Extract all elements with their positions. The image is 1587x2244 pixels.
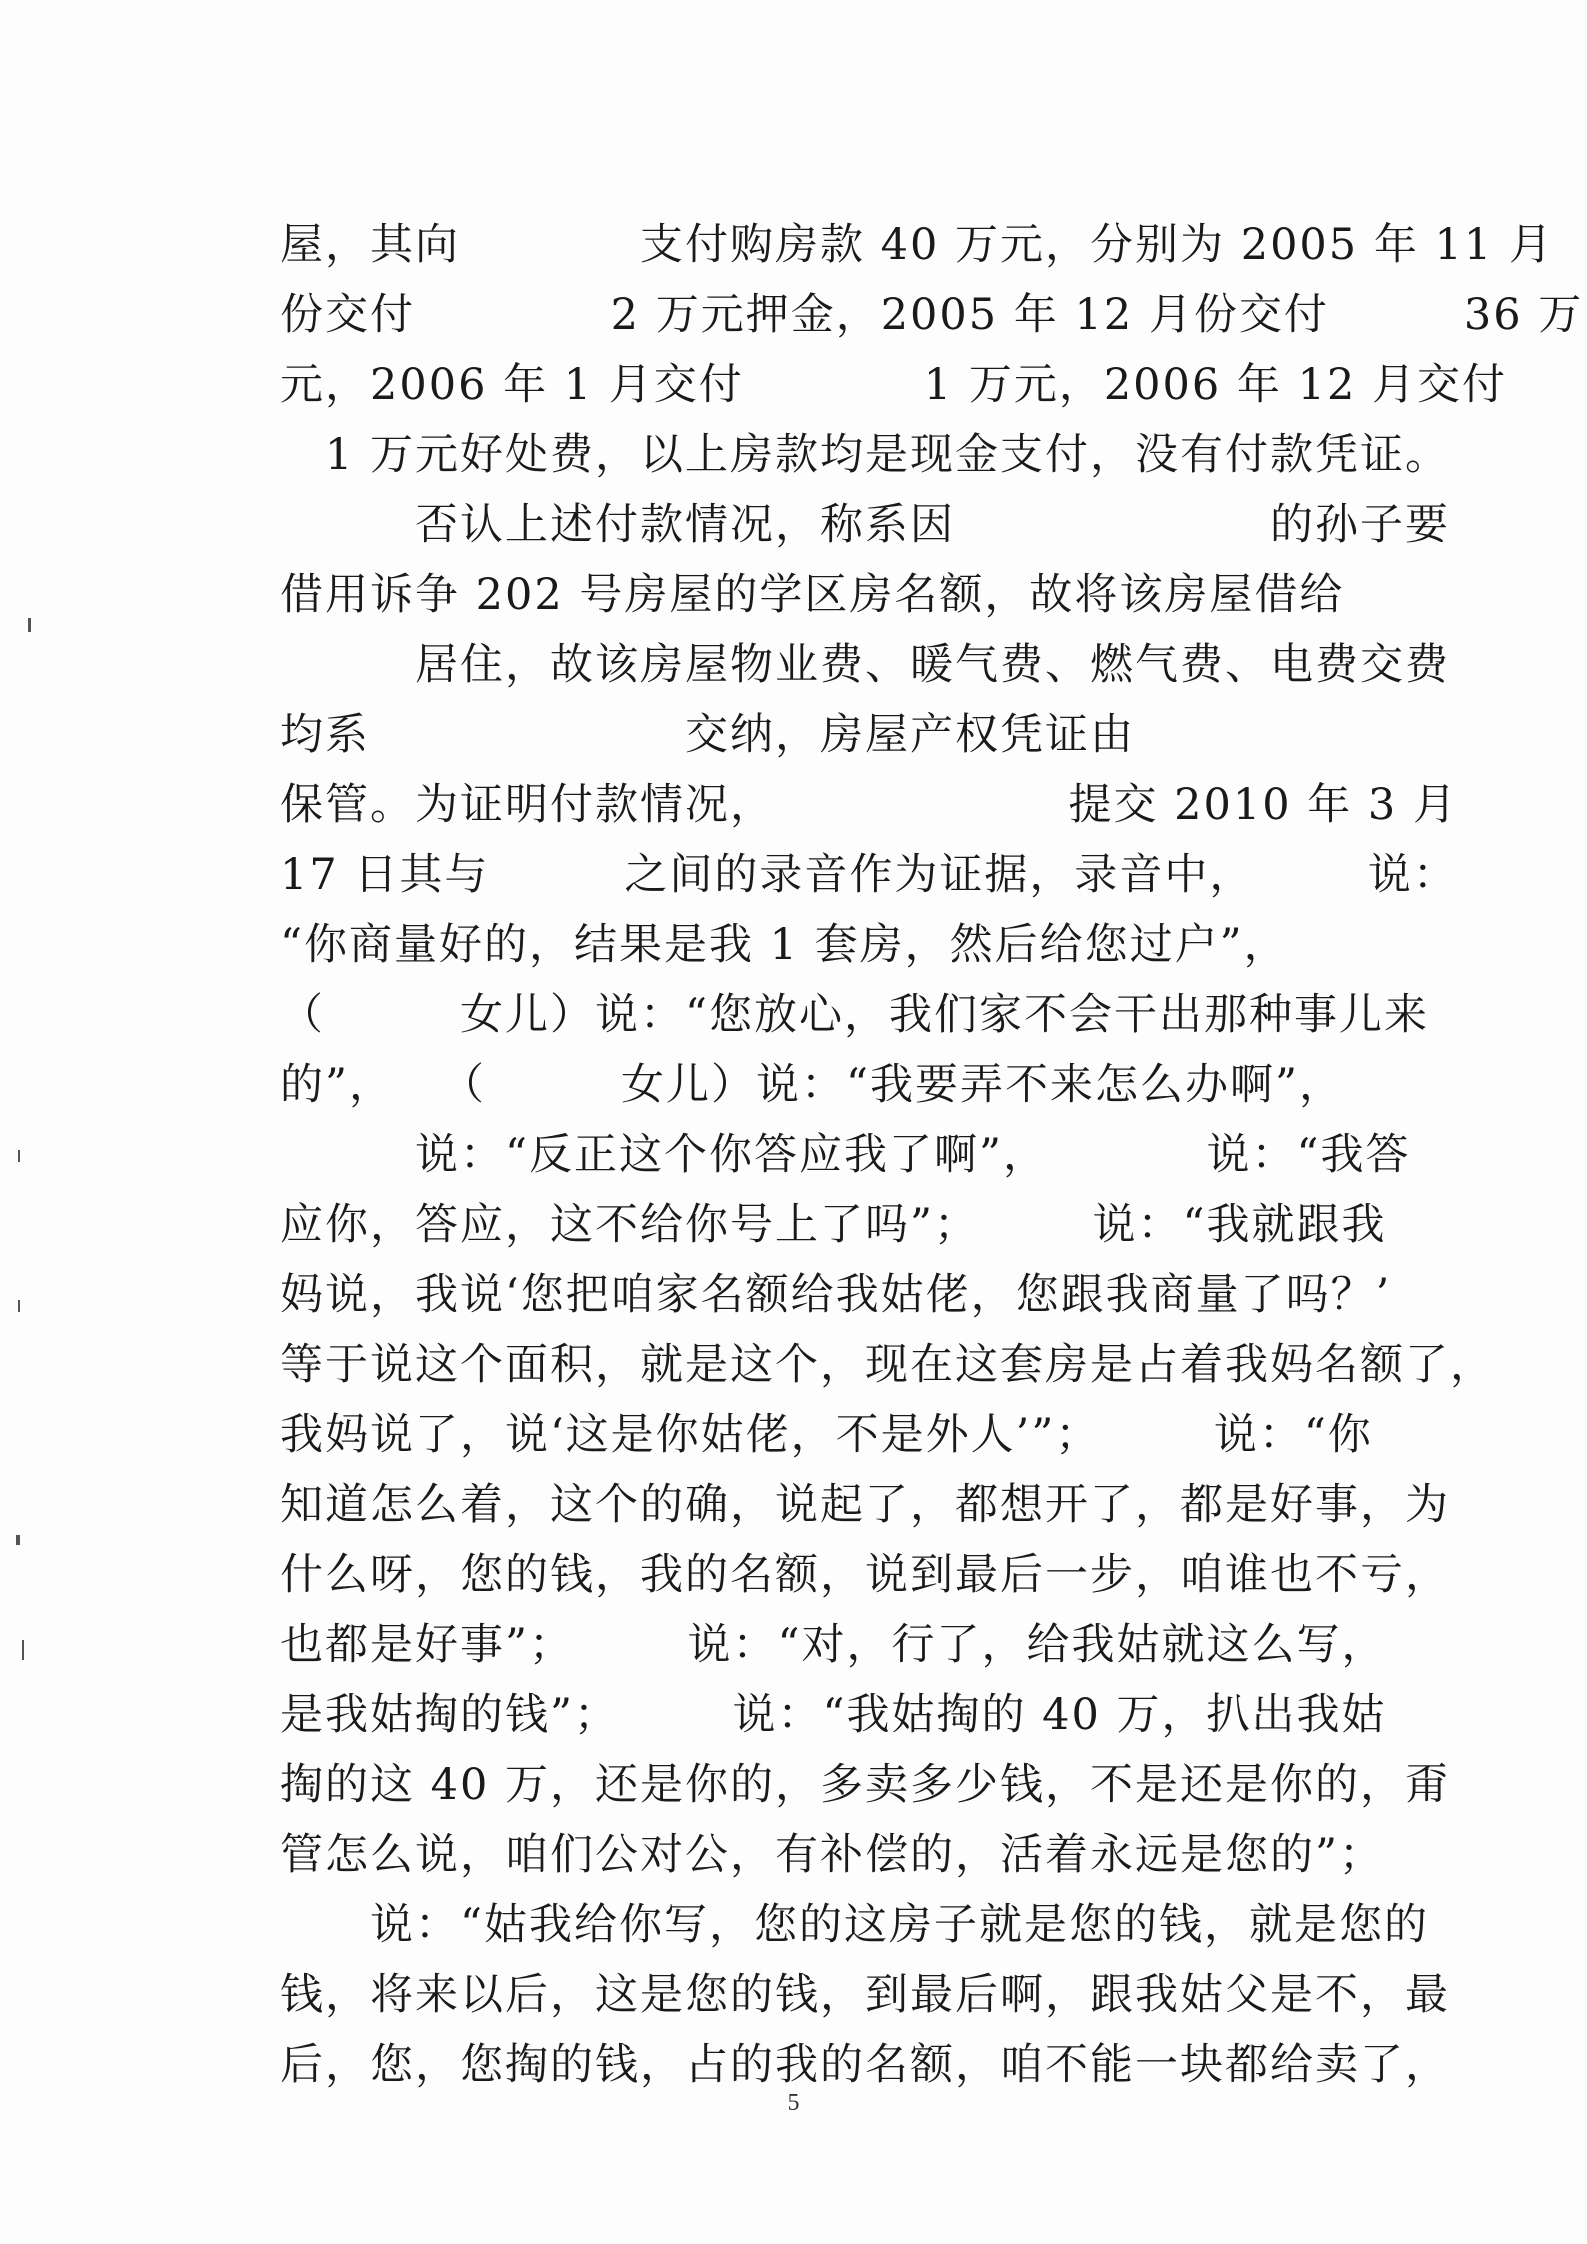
text-line: （ 女儿）说：“您放心，我们家不会干出那种事儿来 xyxy=(280,990,1429,1040)
text-line: 的”， （ 女儿）说：“我要弄不来怎么办啊”， xyxy=(280,1060,1344,1110)
text-line: 保管。为证明付款情况， 提交 2010 年 3 月 xyxy=(280,780,1458,830)
text-line: 也都是好事”； 说：“对，行了，给我姑就这么写， xyxy=(280,1620,1387,1670)
text-line: 什么呀，您的钱，我的名额，说到最后一步，咱谁也不亏， xyxy=(280,1550,1450,1600)
text-line: 借用诉争 202 号房屋的学区房名额，故将该房屋借给 xyxy=(280,570,1345,620)
text-line: 屋，其向 支付购房款 40 万元，分别为 2005 年 11 月 xyxy=(280,220,1554,270)
scan-mark xyxy=(28,618,31,632)
scan-mark xyxy=(22,1640,24,1660)
text-line: 否认上述付款情况，称系因 的孙子要 xyxy=(280,500,1450,550)
text-line: 是我姑掏的钱”； 说：“我姑掏的 40 万，扒出我姑 xyxy=(280,1690,1387,1740)
text-line: 知道怎么着，这个的确，说起了，都想开了，都是好事，为 xyxy=(280,1480,1450,1530)
text-line: 说：“姑我给你写，您的这房子就是您的钱，就是您的 xyxy=(280,1900,1429,1950)
text-line: 妈说，我说‘您把咱家名额给我姑佬，您跟我商量了吗？’ xyxy=(280,1270,1392,1320)
text-line: 我妈说了，说‘这是你姑佬，不是外人’”； 说：“你 xyxy=(280,1410,1373,1460)
text-line: 份交付 2 万元押金，2005 年 12 月份交付 36 万 xyxy=(280,290,1584,340)
text-line: 均系 交纳，房屋产权凭证由 xyxy=(280,710,1135,760)
scan-mark xyxy=(16,1535,20,1545)
text-line: 管怎么说，咱们公对公，有补偿的，活着永远是您的”； xyxy=(280,1830,1384,1880)
text-line: 掏的这 40 万，还是你的，多卖多少钱，不是还是你的，甭 xyxy=(280,1760,1451,1810)
text-line: 钱，将来以后，这是您的钱，到最后啊，跟我姑父是不，最 xyxy=(280,1970,1450,2020)
text-line: 居住，故该房屋物业费、暖气费、燃气费、电费交费 xyxy=(280,640,1450,690)
text-line: 等于说这个面积，就是这个，现在这套房是占着我妈名额了， xyxy=(280,1340,1495,1390)
text-line: 1 万元好处费，以上房款均是现金支付，没有付款凭证。 xyxy=(280,430,1451,480)
scan-mark xyxy=(18,1150,20,1162)
text-line: 应你，答应，这不给你号上了吗”； 说：“我就跟我 xyxy=(280,1200,1387,1250)
text-line: 17 日其与 之间的录音作为证据，录音中， 说： xyxy=(280,850,1458,900)
page-number: 5 xyxy=(787,2090,800,2116)
scan-mark xyxy=(18,1300,20,1312)
text-line: 元，2006 年 1 月交付 1 万元，2006 年 12 月交付 xyxy=(280,360,1507,410)
text-line: 后，您，您掏的钱，占的我的名额，咱不能一块都给卖了， xyxy=(280,2040,1450,2090)
text-line: “你商量好的，结果是我 1 套房，然后给您过户”， xyxy=(280,920,1289,970)
text-line: 说：“反正这个你答应我了啊”， 说：“我答 xyxy=(280,1130,1411,1180)
